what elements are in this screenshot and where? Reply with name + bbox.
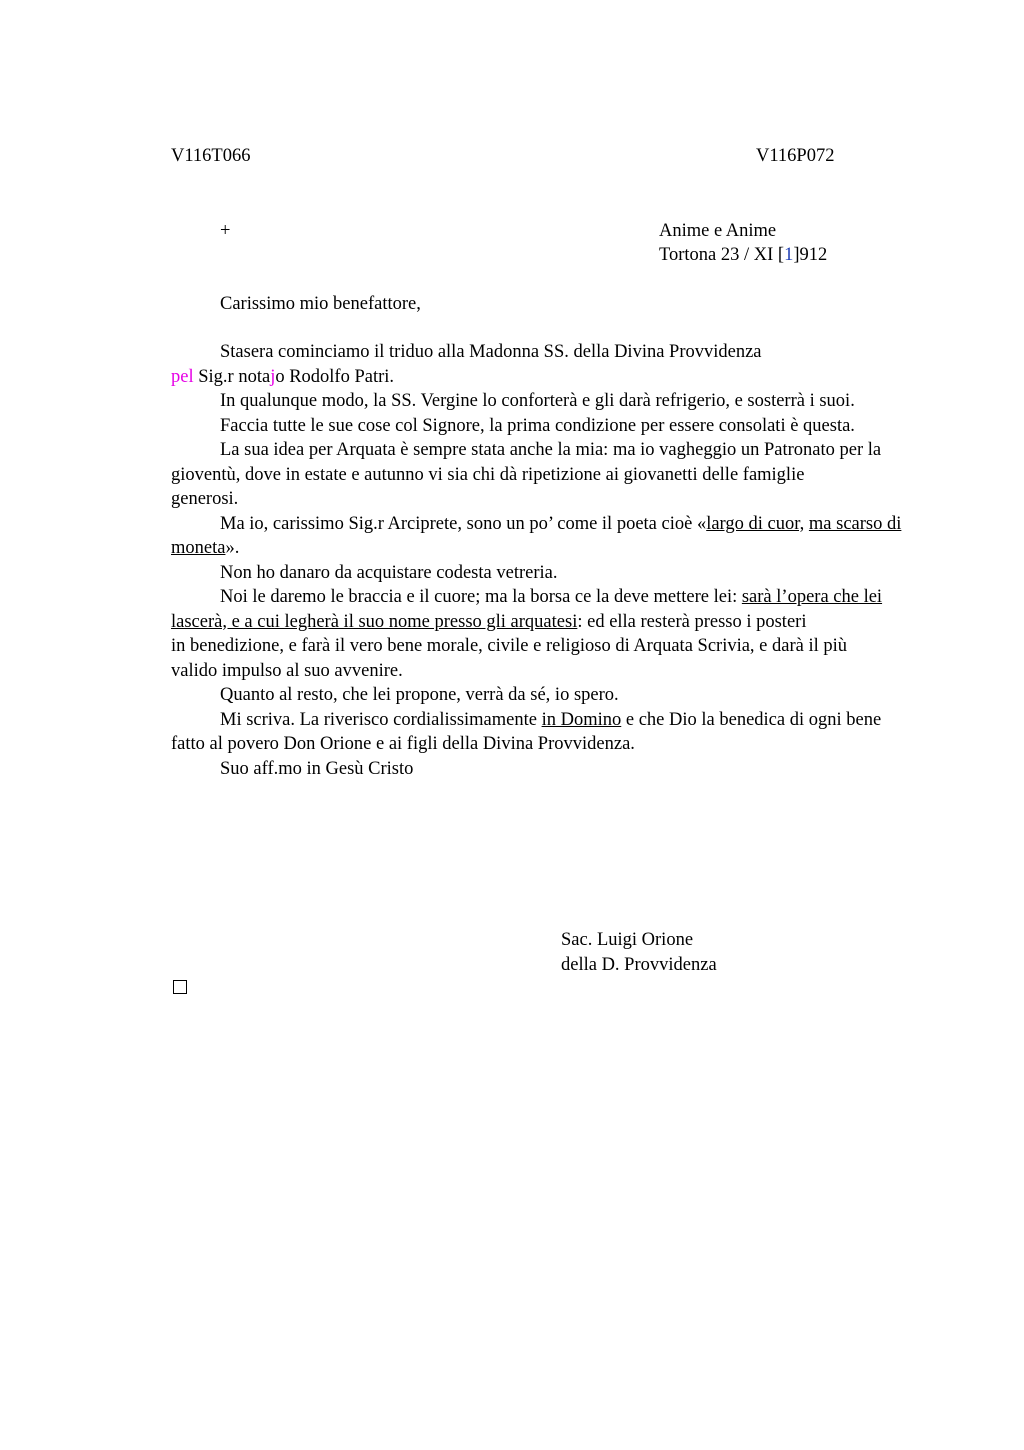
pink-letter: j: [270, 366, 276, 387]
underlined-quote-2: ma scarso di moneta: [171, 513, 902, 558]
paragraph-1a: Stasera cominciamo il triduo alla Madonna SS. della Divina Provvidenza: [220, 342, 762, 362]
doc-code-left: V116T066: [171, 146, 251, 166]
paragraph-7: [171, 585, 906, 634]
paragraph-8: Quanto al resto, che lei propone, verrà da sé, io spero.: [220, 685, 619, 705]
underlined-in-domino: in Domino: [541, 709, 622, 730]
salutation: Carissimo mio benefattore,: [220, 294, 421, 314]
paragraph-9: [171, 708, 906, 757]
end-square-icon: [173, 980, 187, 994]
paragraph-6: Non ho danaro da acquistare codesta vetreria.: [220, 562, 558, 583]
signature-title: della D. Provvidenza: [561, 955, 717, 975]
paragraph-4: La sua idea per Arquata è sempre stata anche la mia: ma io vagheggio un Patronato per la gioventù, dove in estate e autunno vi sia chi dà ripetizione ai giovanetti delle famiglie: [171, 440, 882, 485]
signature-block: [561, 928, 717, 978]
paragraph-1b-mid: Sig.r nota: [193, 366, 271, 387]
paragraph-5-post: ».: [225, 538, 240, 558]
paragraph-1b-end: o Rodolfo Patri.: [275, 366, 395, 387]
underlined-passage: sarà l’opera che lei lascerà, e a cui legherà il suo nome presso gli arquatesi: [171, 587, 883, 632]
paragraph-7-pre: Noi le daremo le braccia e il cuore; ma la borsa ce la deve mettere lei:: [220, 587, 742, 607]
cross-symbol: +: [220, 221, 231, 241]
paragraph-9-pre: Mi scriva. La riverisco cordialissimamente: [220, 709, 542, 730]
paragraph-4b: generosi.: [171, 489, 239, 509]
doc-code-right: V116P072: [756, 146, 835, 166]
signature-name: Sac. Luigi Orione: [561, 930, 694, 950]
paragraph-7c: valido impulso al suo avvenire.: [171, 660, 403, 681]
paragraph-3: Faccia tutte le sue cose col Signore, la prima condizione per essere consolati è questa.: [220, 415, 855, 436]
place-line: Anime e Anime: [659, 221, 777, 241]
closing-line: Suo aff.mo in Gesù Cristo: [220, 758, 414, 779]
paragraph-7-post: : ed ella resterà presso i posteri: [577, 611, 807, 632]
underlined-quote-1: largo di cuor,: [706, 513, 805, 534]
date-line: [659, 245, 827, 266]
paragraph-1b: [171, 365, 906, 390]
letter-body: [171, 340, 906, 781]
date-editorial-mark: 1: [784, 245, 794, 265]
paragraph-7b: in benedizione, e farà il vero bene morale, civile e religioso di Arquata Scrivia, e darà il più: [171, 636, 848, 656]
paragraph-2: In qualunque modo, la SS. Vergine lo conforterà e gli darà refrigerio, e sosterrà i suoi.: [220, 391, 855, 411]
date-pre: Tortona 23 / XI [: [659, 245, 785, 265]
date-post: ]912: [793, 245, 828, 265]
pink-word: pel: [171, 366, 194, 387]
paragraph-5-pre: Ma io, carissimo Sig.r Arciprete, sono un po’ come il poeta cioè «: [220, 513, 707, 534]
paragraph-9-post: e che Dio la benedica di ogni bene fatto al povero Don Orione e ai figli della Divina Provvidenza.: [171, 709, 882, 754]
paragraph-5: [171, 512, 906, 561]
